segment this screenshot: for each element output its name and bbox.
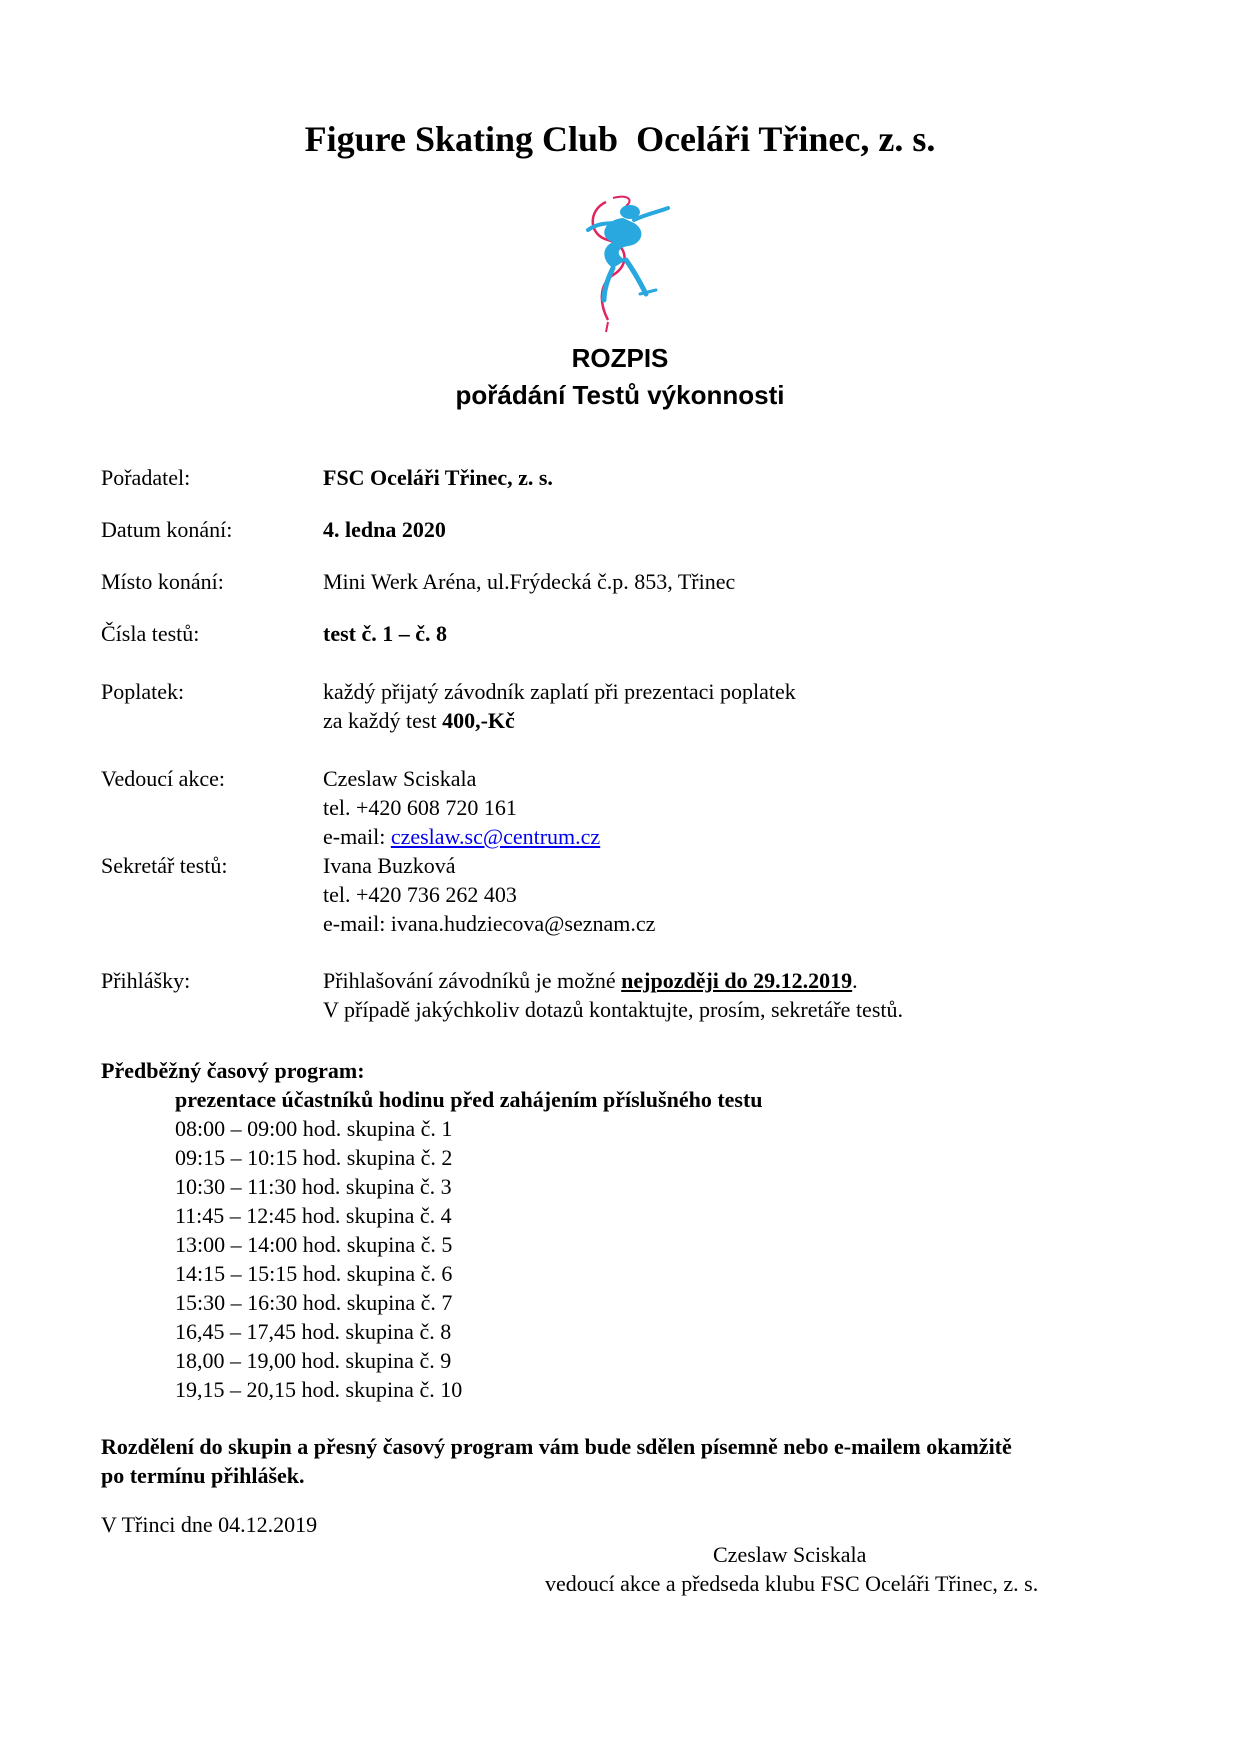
secretary-label: Sekretář testů: bbox=[101, 853, 228, 878]
registration-label: Přihlášky: bbox=[101, 968, 191, 993]
place-date: V Třinci dne 04.12.2019 bbox=[101, 1512, 318, 1537]
figure-skater-icon bbox=[568, 190, 678, 335]
schedule-item: 14:15 – 15:15 hod. skupina č. 6 bbox=[175, 1261, 453, 1286]
organizer-label: Pořadatel: bbox=[101, 465, 191, 490]
leader-email-prefix: e-mail: bbox=[323, 824, 391, 849]
schedule-subtitle: prezentace účastníků hodinu před zahájením příslušného testu bbox=[175, 1087, 763, 1112]
leader-email-link[interactable]: czeslaw.sc@centrum.cz bbox=[390, 824, 601, 849]
schedule-item: 16,45 – 17,45 hod. skupina č. 8 bbox=[175, 1319, 452, 1344]
signature-name: Czeslaw Sciskala bbox=[713, 1542, 867, 1567]
fee-amount: 400,-Kč bbox=[442, 708, 515, 733]
secretary-name: Ivana Buzková bbox=[323, 853, 456, 878]
place-label: Místo konání: bbox=[101, 569, 224, 594]
fee-line2 bbox=[323, 706, 796, 735]
leader-block bbox=[323, 764, 600, 851]
schedule-item: 19,15 – 20,15 hod. skupina č. 10 bbox=[175, 1377, 463, 1402]
date-label: Datum konání: bbox=[101, 517, 233, 542]
schedule-item: 09:15 – 10:15 hod. skupina č. 2 bbox=[175, 1145, 453, 1170]
schedule-item: 10:30 – 11:30 hod. skupina č. 3 bbox=[175, 1174, 452, 1199]
registration-line1 bbox=[323, 966, 903, 995]
fee-line1: každý přijatý závodník zaplatí při prezentaci poplatek bbox=[323, 679, 796, 704]
date-value: 4. ledna 2020 bbox=[323, 517, 446, 542]
document-subtitle: pořádání Testů výkonnosti bbox=[455, 380, 785, 410]
document-title: ROZPIS bbox=[571, 343, 669, 373]
club-title: Figure Skating Club Oceláři Třinec, z. s. bbox=[304, 119, 936, 159]
schedule-item: 13:00 – 14:00 hod. skupina č. 5 bbox=[175, 1232, 453, 1257]
final-note-line1: Rozdělení do skupin a přesný časový program vám bude sdělen písemně nebo e-mailem okamžitě bbox=[101, 1434, 1012, 1459]
registration-line1-text: Přihlašování závodníků je možné bbox=[323, 968, 622, 993]
fee-label: Poplatek: bbox=[101, 679, 185, 704]
leader-name: Czeslaw Sciskala bbox=[323, 766, 477, 791]
registration-deadline: nejpozději do 29.12.2019 bbox=[621, 968, 853, 993]
tests-label: Čísla testů: bbox=[101, 621, 200, 646]
schedule-item: 08:00 – 09:00 hod. skupina č. 1 bbox=[175, 1116, 453, 1141]
fee-line2-text: za každý test bbox=[323, 708, 443, 733]
organizer-value: FSC Oceláři Třinec, z. s. bbox=[323, 465, 553, 490]
final-note bbox=[101, 1432, 1151, 1490]
registration-block bbox=[323, 966, 903, 1024]
schedule-title: Předběžný časový program: bbox=[101, 1058, 365, 1083]
schedule-list bbox=[175, 1114, 462, 1404]
final-note-line2: po termínu přihlášek. bbox=[101, 1463, 305, 1488]
registration-line1-end: . bbox=[852, 968, 858, 993]
place-value: Mini Werk Aréna, ul.Frýdecká č.p. 853, Třinec bbox=[323, 569, 736, 594]
tests-value: test č. 1 – č. 8 bbox=[323, 621, 448, 646]
leader-label: Vedoucí akce: bbox=[101, 766, 225, 791]
leader-tel: tel. +420 608 720 161 bbox=[323, 795, 517, 820]
leader-email-row bbox=[323, 822, 600, 851]
registration-line2: V případě jakýchkoliv dotazů kontaktujte, prosím, sekretáře testů. bbox=[323, 997, 903, 1022]
schedule-item: 15:30 – 16:30 hod. skupina č. 7 bbox=[175, 1290, 453, 1315]
secretary-tel: tel. +420 736 262 403 bbox=[323, 882, 517, 907]
secretary-email: e-mail: ivana.hudziecova@seznam.cz bbox=[323, 911, 656, 936]
signature-role: vedoucí akce a předseda klubu FSC Oceláři Třinec, z. s. bbox=[545, 1571, 1039, 1596]
fee-block bbox=[323, 677, 796, 735]
schedule-item: 11:45 – 12:45 hod. skupina č. 4 bbox=[175, 1203, 452, 1228]
schedule-item: 18,00 – 19,00 hod. skupina č. 9 bbox=[175, 1348, 452, 1373]
secretary-block bbox=[323, 851, 655, 938]
